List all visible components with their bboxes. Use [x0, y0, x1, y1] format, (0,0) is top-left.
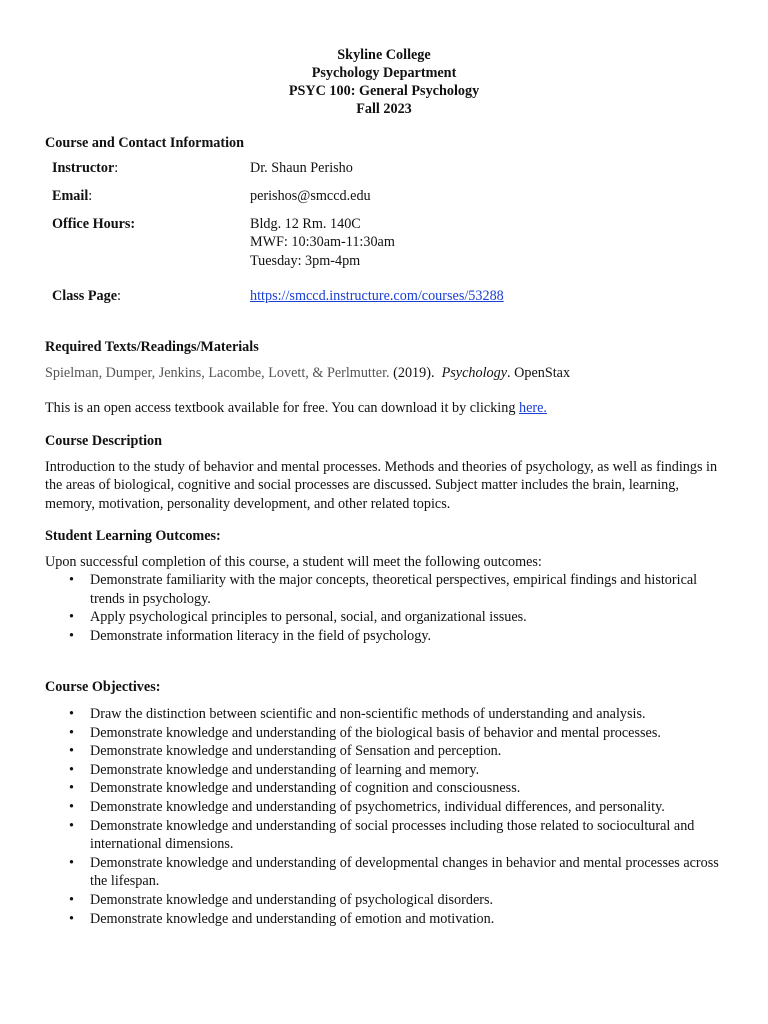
bullet: •: [69, 798, 74, 815]
list-item: [45, 705, 735, 724]
term: Fall 2023: [356, 101, 412, 117]
office-location: Bldg. 12 Rm. 140C: [250, 216, 361, 232]
list-item: [45, 571, 735, 608]
outcome-text: Apply psychological principles to personal, social, and organizational issues.: [90, 609, 527, 626]
document-header: [0, 46, 768, 118]
download-textbook-link[interactable]: here.: [518, 400, 547, 416]
bullet: •: [69, 761, 74, 778]
office-hours-label: [52, 215, 135, 233]
bullet: •: [69, 706, 74, 722]
textbook-publisher: . OpenStax: [507, 365, 571, 381]
instructor-value: Dr. Shaun Perisho: [250, 160, 353, 176]
email-label: [52, 187, 92, 205]
bullet: •: [69, 572, 74, 588]
textbook-authors: Spielman, Dumper, Jenkins, Lacombe, Lovett, & Perlmutter.: [45, 365, 390, 381]
list-item: [45, 854, 735, 891]
bullet: •: [69, 817, 74, 834]
bullet: •: [69, 724, 74, 741]
bullet: •: [69, 780, 74, 797]
office-hours-mwf: MWF: 10:30am-11:30am: [250, 234, 395, 251]
open-access-note: [45, 399, 547, 417]
objective-text: Draw the distinction between scientific and non-scientific methods of understanding and analysis.: [90, 706, 646, 722]
list-item: [45, 910, 735, 929]
objective-text: Demonstrate knowledge and understanding of Sensation and perception.: [90, 743, 502, 760]
list-item: [45, 891, 735, 910]
objective-text: Demonstrate knowledge and understanding of cognition and consciousness.: [90, 780, 521, 797]
office-hours-value: [250, 215, 395, 270]
instructor-label-text: Instructor: [52, 160, 115, 176]
textbook-citation: [45, 364, 570, 382]
course-title: PSYC 100: General Psychology: [288, 83, 480, 99]
class-page-label-text: Class Page: [52, 288, 118, 304]
list-item: [45, 761, 735, 780]
list-item: [45, 608, 735, 627]
list-item: [45, 817, 735, 854]
objective-text: Demonstrate knowledge and understanding of social processes including those related to sociocultural and international dimensions.: [90, 817, 695, 853]
department-name: Psychology Department: [311, 65, 457, 81]
instructor-label: [52, 159, 118, 177]
textbook-year: (2019).: [389, 365, 442, 381]
objective-text: Demonstrate knowledge and understanding of psychological disorders.: [90, 891, 494, 908]
description-heading: Course Description: [45, 433, 163, 449]
bullet: •: [69, 891, 74, 908]
objective-text: Demonstrate knowledge and understanding of learning and memory.: [90, 761, 480, 778]
outcomes-heading: Student Learning Outcomes:: [45, 528, 221, 544]
bullet: •: [69, 627, 74, 644]
outcomes-list: [45, 571, 735, 645]
texts-heading: Required Texts/Readings/Materials: [45, 339, 259, 355]
list-item: [45, 742, 735, 761]
college-name: Skyline College: [337, 47, 431, 63]
bullet: •: [69, 910, 74, 927]
bullet: •: [69, 743, 74, 760]
open-access-text: This is an open access textbook available for free. You can download it by clicking: [45, 400, 519, 416]
objectives-heading: Course Objectives:: [45, 679, 161, 695]
list-item: [45, 627, 735, 646]
class-page-link[interactable]: https://smccd.instructure.com/courses/53288: [250, 288, 504, 304]
objectives-list: [45, 705, 735, 928]
description-body: Introduction to the study of behavior and mental processes. Methods and theories of psychology, as well as findings in the areas of biological, cognitive and social processes are discussed. Subject matter includes the brain, learning, memory, motivation, personality development, and other related topics.: [45, 459, 718, 512]
office-hours-tuesday: Tuesday: 3pm-4pm: [250, 252, 361, 269]
outcome-text: Demonstrate information literacy in the field of psychology.: [90, 627, 432, 644]
bullet: •: [69, 854, 74, 871]
objective-text: Demonstrate knowledge and understanding of developmental changes in behavior and mental processes across the lifespan.: [90, 854, 719, 890]
list-item: [45, 798, 735, 817]
email-label-colon: :: [88, 188, 93, 204]
instructor-label-colon: :: [114, 160, 119, 176]
bullet: •: [69, 609, 74, 626]
objective-text: Demonstrate knowledge and understanding of emotion and motivation.: [90, 910, 495, 927]
outcome-text: Demonstrate familiarity with the major concepts, theoretical perspectives, empirical findings and historical trends in psychology.: [90, 572, 698, 607]
objective-text: Demonstrate knowledge and understanding of psychometrics, individual differences, and personality.: [90, 798, 665, 815]
class-page-value: [250, 287, 504, 305]
class-page-label-colon: :: [117, 288, 121, 304]
email-label-text: Email: [52, 188, 89, 204]
list-item: [45, 779, 735, 798]
office-hours-label-text: Office Hours:: [52, 216, 136, 232]
class-page-label: [52, 287, 121, 305]
outcomes-intro: Upon successful completion of this course, a student will meet the following outcomes:: [45, 554, 542, 570]
email-value: perishos@smccd.edu: [250, 188, 371, 204]
objective-text: Demonstrate knowledge and understanding of the biological basis of behavior and mental processes.: [90, 724, 661, 741]
textbook-title: Psychology: [441, 365, 508, 381]
list-item: [45, 724, 735, 743]
contact-heading: Course and Contact Information: [45, 135, 245, 151]
